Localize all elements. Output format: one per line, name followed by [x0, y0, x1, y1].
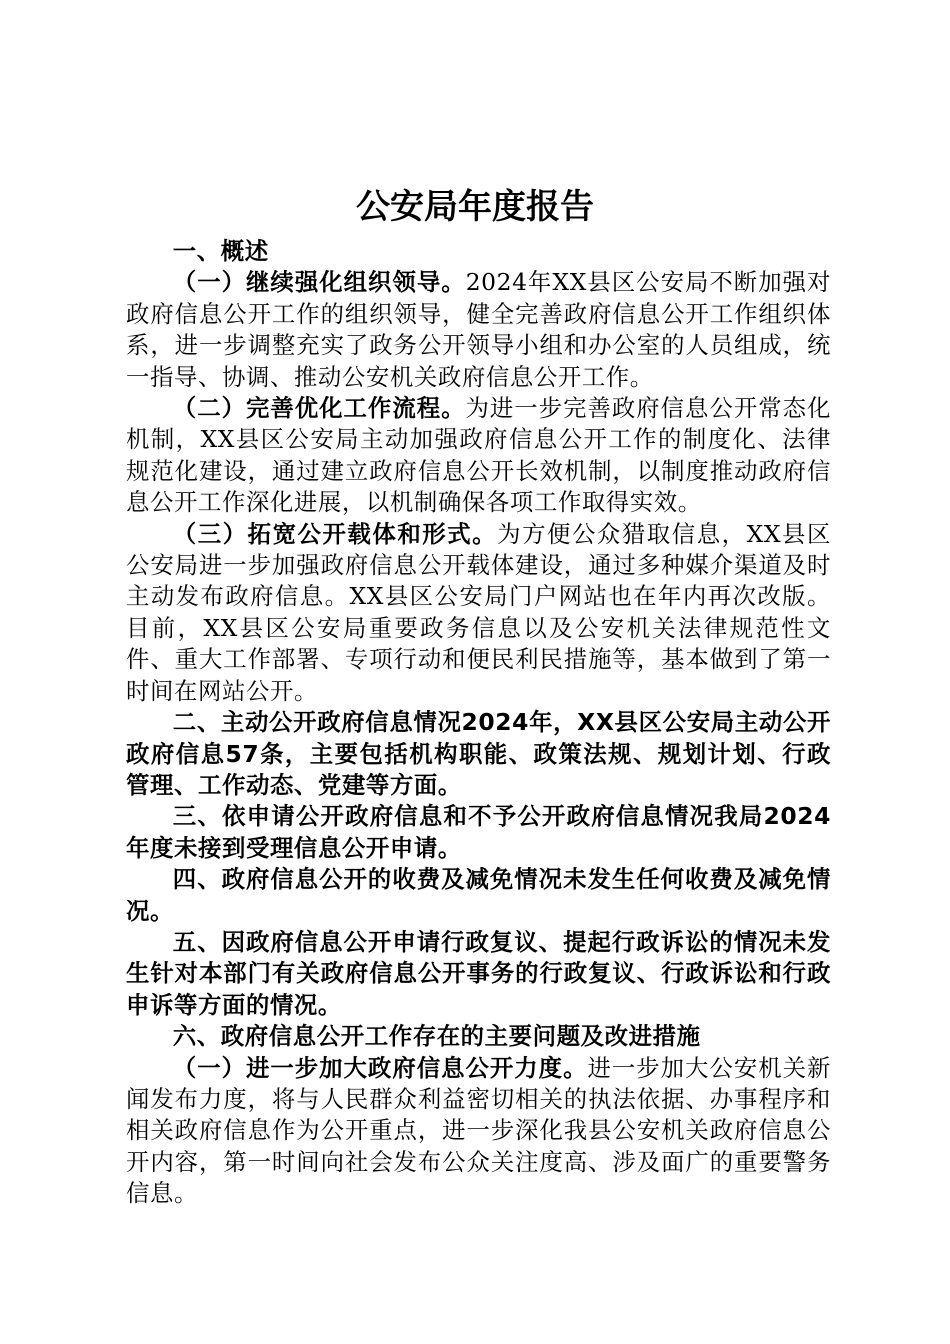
section-3-paragraph: 三、依申请公开政府信息和不予公开政府信息情况我局2024年度未接到受理信息公开申请。	[126, 802, 831, 862]
section-6-1-text: 进一步加大公安机关新闻发布力度，将与人民群众利益密切相关的执法依据、办事程序和相关政府信息作为公开重点，进一步深化我县公安机关政府信息公开内容，第一时间向社会发布公众关注度高、涉及面广的重要警务信息。	[126, 1053, 832, 1208]
document-title: 公安局年度报告	[356, 187, 594, 227]
section-5-paragraph: 五、因政府信息公开申请行政复议、提起行政诉讼的情况未发生针对本部门有关政府信息公开事务的行政复议、行政诉讼和行政申诉等方面的情况。	[126, 927, 831, 1019]
section-1-3-text: 为方便公众猎取信息，XX县区公安局进一步加强政府信息公开载体建设，通过多种媒介渠道及时主动发布政府信息。XX县区公安局门户网站也在年内再次改版。目前，XX县区公安局重要政务信息以及公安机关法律规范性文件、重大工作部署、专项行动和便民利民措施等，基本做到了第一时间在网站公开。	[126, 519, 831, 705]
section-6-heading-text: 六、政府信息公开工作存在的主要问题及改进措施	[172, 1022, 701, 1051]
section-1-1-text: 2024年XX县区公安局不断加强对政府信息公开工作的组织领导，健全完善政府信息公开工作组织体系，进一步调整充实了政务公开领导小组和办公室的人员组成，统一指导、协调、推动公安机关政府信息公开工作。	[126, 268, 832, 391]
section-1-2-text: 为进一步完善政府信息公开常态化机制，XX县区公安局主动加强政府信息公开工作的制度化、法律规范化建设，通过建立政府信息公开长效机制，以制度推动政府信息公开工作深化进展，以机制确保各项工作取得实效。	[126, 394, 832, 517]
section-2-paragraph: 二、主动公开政府信息情况2024年，XX县区公安局主动公开政府信息57条，主要包括机构职能、政策法规、规划计划、行政管理、工作动态、党建等方面。	[126, 708, 831, 799]
section-1-3-paragraph	[126, 519, 831, 707]
section-1-heading	[126, 236, 831, 267]
section-6-1-lead: （一）进一步加大政府信息公开力度。	[172, 1053, 588, 1082]
document-body	[126, 236, 831, 1210]
section-1-3-lead: （三）拓宽公开载体和形式。	[172, 519, 498, 548]
section-1-2-lead: （二）完善优化工作流程。	[172, 394, 466, 423]
section-1-heading-text: 一、概述	[172, 237, 269, 265]
section-1-2-paragraph	[126, 393, 831, 519]
section-6-heading	[126, 1021, 831, 1052]
section-1-1-lead: （一）继续强化组织领导。	[172, 268, 466, 297]
section-4-paragraph: 四、政府信息公开的收费及减免情况未发生任何收费及减免情况。	[126, 865, 831, 925]
section-1-1-paragraph	[126, 267, 831, 393]
section-6-1-paragraph	[126, 1053, 831, 1210]
